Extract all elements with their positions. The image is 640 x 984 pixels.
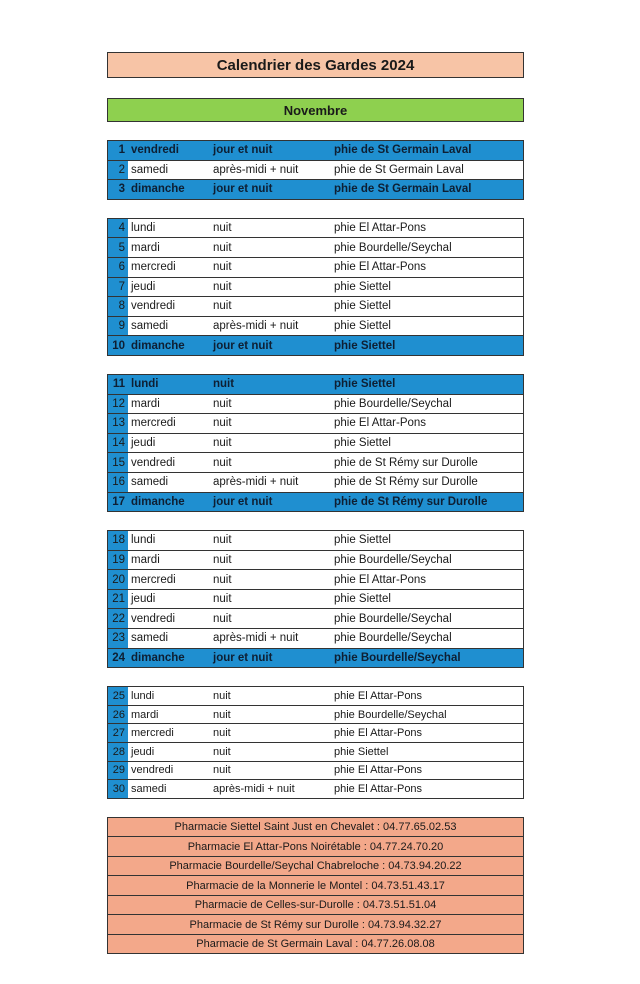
table-row xyxy=(108,723,523,742)
table-row xyxy=(108,141,523,160)
duty-type: jour et nuit xyxy=(213,183,273,196)
pharmacy-name: phie Bourdelle/Seychal xyxy=(334,651,461,664)
month-header: Novembre xyxy=(107,98,524,122)
table-row xyxy=(108,569,523,589)
duty-type: nuit xyxy=(213,553,232,566)
day-number: 18 xyxy=(108,531,128,550)
table-row xyxy=(108,335,523,355)
day-name: jeudi xyxy=(131,745,155,758)
contacts-list xyxy=(107,817,524,955)
table-row xyxy=(108,608,523,628)
pharmacy-name: phie de St Rémy sur Durolle xyxy=(334,495,488,508)
day-number: 29 xyxy=(108,762,128,780)
table-row xyxy=(108,433,523,453)
pharmacy-name: phie El Attar-Pons xyxy=(334,222,427,235)
table-row xyxy=(108,316,523,336)
duty-type: nuit xyxy=(213,764,231,777)
day-name: jeudi xyxy=(131,437,156,450)
pharmacy-name: phie de St Rémy sur Durolle xyxy=(334,476,478,489)
day-name: jeudi xyxy=(131,280,156,293)
duty-type: après-midi + nuit xyxy=(213,632,299,645)
duty-type: nuit xyxy=(213,300,232,313)
day-name: samedi xyxy=(131,163,169,176)
duty-type: jour et nuit xyxy=(213,495,273,508)
day-name: lundi xyxy=(131,690,155,703)
pharmacy-contact: Pharmacie de Celles-sur-Durolle : 04.73.51.51.04 xyxy=(108,895,523,915)
day-number: 3 xyxy=(108,180,128,199)
pharmacy-name: phie Siettel xyxy=(334,593,391,606)
day-number: 17 xyxy=(108,493,128,512)
table-row xyxy=(108,452,523,472)
day-number: 8 xyxy=(108,297,128,316)
day-name: mardi xyxy=(131,708,159,721)
day-name: mardi xyxy=(131,241,160,254)
day-number: 7 xyxy=(108,278,128,297)
day-number: 25 xyxy=(108,687,128,705)
pharmacy-contact: Pharmacie Bourdelle/Seychal Chabreloche : 04.73.94.20.22 xyxy=(108,856,523,876)
table-row xyxy=(108,394,523,414)
day-name: dimanche xyxy=(131,651,185,664)
week-table xyxy=(107,140,524,200)
day-name: vendredi xyxy=(131,456,176,469)
pharmacy-name: phie Bourdelle/Seychal xyxy=(334,632,452,645)
pharmacy-name: phie Bourdelle/Seychal xyxy=(334,612,452,625)
pharmacy-name: phie Siettel xyxy=(334,378,396,391)
table-row xyxy=(108,687,523,705)
table-row xyxy=(108,257,523,277)
pharmacy-contact: Pharmacie de St Rémy sur Durolle : 04.73.94.32.27 xyxy=(108,914,523,934)
duty-type: nuit xyxy=(213,280,232,293)
day-name: dimanche xyxy=(131,183,185,196)
pharmacy-name: phie de St Germain Laval xyxy=(334,163,464,176)
day-number: 30 xyxy=(108,780,128,798)
day-number: 5 xyxy=(108,238,128,257)
table-row xyxy=(108,531,523,550)
duty-type: après-midi + nuit xyxy=(213,476,299,489)
pharmacy-name: phie Siettel xyxy=(334,280,391,293)
duty-type: après-midi + nuit xyxy=(213,163,299,176)
day-name: vendredi xyxy=(131,764,174,777)
day-name: vendredi xyxy=(131,144,179,157)
pharmacy-name: phie Bourdelle/Seychal xyxy=(334,708,447,721)
day-name: samedi xyxy=(131,320,169,333)
day-name: dimanche xyxy=(131,339,185,352)
duty-type: nuit xyxy=(213,222,232,235)
pharmacy-name: phie Siettel xyxy=(334,534,391,547)
pharmacy-name: phie El Attar-Pons xyxy=(334,417,427,430)
day-number: 26 xyxy=(108,706,128,724)
table-row xyxy=(108,779,523,798)
table-row xyxy=(108,375,523,394)
pharmacy-name: phie Siettel xyxy=(334,437,391,450)
duty-type: après-midi + nuit xyxy=(213,320,299,333)
duty-type: nuit xyxy=(213,241,232,254)
duty-type: nuit xyxy=(213,745,231,758)
table-row xyxy=(108,219,523,238)
pharmacy-name: phie Bourdelle/Seychal xyxy=(334,553,452,566)
pharmacy-name: phie de St Rémy sur Durolle xyxy=(334,456,478,469)
pharmacy-name: phie El Attar-Pons xyxy=(334,261,427,274)
table-row xyxy=(108,705,523,724)
duty-type: jour et nuit xyxy=(213,651,273,664)
duty-type: nuit xyxy=(213,417,232,430)
day-number: 23 xyxy=(108,629,128,648)
page-title: Calendrier des Gardes 2024 xyxy=(107,52,524,78)
day-name: vendredi xyxy=(131,300,176,313)
duty-type: nuit xyxy=(213,690,231,703)
duty-type: nuit xyxy=(213,727,231,740)
pharmacy-name: phie El Attar-Pons xyxy=(334,727,423,740)
day-number: 14 xyxy=(108,434,128,453)
pharmacy-name: phie Siettel xyxy=(334,339,396,352)
pharmacy-contact: Pharmacie El Attar-Pons Noirétable : 04.77.24.70.20 xyxy=(108,836,523,856)
pharmacy-name: phie Siettel xyxy=(334,745,389,758)
table-row xyxy=(108,628,523,648)
week-table xyxy=(107,218,524,356)
pharmacy-contact: Pharmacie Siettel Saint Just en Chevalet : 04.77.65.02.53 xyxy=(108,818,523,837)
day-name: mercredi xyxy=(131,573,176,586)
table-row xyxy=(108,550,523,570)
duty-type: jour et nuit xyxy=(213,144,273,157)
pharmacy-name: phie Bourdelle/Seychal xyxy=(334,397,452,410)
day-number: 13 xyxy=(108,414,128,433)
pharmacy-name: phie Siettel xyxy=(334,300,391,313)
week-table xyxy=(107,686,524,799)
day-name: samedi xyxy=(131,632,169,645)
pharmacy-contact: Pharmacie de St Germain Laval : 04.77.26.08.08 xyxy=(108,934,523,954)
pharmacy-name: phie El Attar-Pons xyxy=(334,764,423,777)
pharmacy-name: phie El Attar-Pons xyxy=(334,783,423,796)
duty-type: nuit xyxy=(213,573,232,586)
duty-type: nuit xyxy=(213,593,232,606)
day-name: lundi xyxy=(131,378,159,391)
table-row xyxy=(108,742,523,761)
day-number: 10 xyxy=(108,336,128,355)
day-number: 21 xyxy=(108,590,128,609)
duty-type: nuit xyxy=(213,534,232,547)
day-name: mercredi xyxy=(131,261,176,274)
weeks-container xyxy=(107,140,524,799)
table-row xyxy=(108,160,523,180)
duty-type: après-midi + nuit xyxy=(213,783,295,796)
day-name: lundi xyxy=(131,534,156,547)
week-table xyxy=(107,374,524,512)
day-name: mercredi xyxy=(131,727,174,740)
pharmacy-name: phie El Attar-Pons xyxy=(334,573,427,586)
duty-type: nuit xyxy=(213,397,232,410)
table-row xyxy=(108,237,523,257)
table-row xyxy=(108,277,523,297)
table-row xyxy=(108,472,523,492)
table-row xyxy=(108,179,523,199)
table-row xyxy=(108,589,523,609)
duty-type: nuit xyxy=(213,708,231,721)
day-number: 11 xyxy=(108,375,128,394)
duty-type: nuit xyxy=(213,437,232,450)
day-number: 15 xyxy=(108,453,128,472)
duty-type: nuit xyxy=(213,456,232,469)
day-number: 2 xyxy=(108,161,128,180)
pharmacy-name: phie de St Germain Laval xyxy=(334,183,472,196)
day-name: jeudi xyxy=(131,593,156,606)
pharmacy-name: phie El Attar-Pons xyxy=(334,690,423,703)
table-row xyxy=(108,413,523,433)
day-name: mardi xyxy=(131,397,160,410)
day-number: 12 xyxy=(108,395,128,414)
day-number: 6 xyxy=(108,258,128,277)
duty-type: jour et nuit xyxy=(213,339,273,352)
day-number: 22 xyxy=(108,609,128,628)
day-name: mercredi xyxy=(131,417,176,430)
duty-type: nuit xyxy=(213,378,235,391)
day-number: 27 xyxy=(108,724,128,742)
day-number: 9 xyxy=(108,317,128,336)
day-name: mardi xyxy=(131,553,160,566)
day-number: 1 xyxy=(108,141,128,160)
table-row xyxy=(108,492,523,512)
day-name: lundi xyxy=(131,222,156,235)
week-table xyxy=(107,530,524,668)
table-row xyxy=(108,648,523,668)
pharmacy-name: phie Siettel xyxy=(334,320,391,333)
pharmacy-name: phie de St Germain Laval xyxy=(334,144,472,157)
pharmacy-name: phie Bourdelle/Seychal xyxy=(334,241,452,254)
pharmacy-contact: Pharmacie de la Monnerie le Montel : 04.73.51.43.17 xyxy=(108,875,523,895)
day-number: 28 xyxy=(108,743,128,761)
day-name: dimanche xyxy=(131,495,185,508)
day-number: 19 xyxy=(108,551,128,570)
day-number: 20 xyxy=(108,570,128,589)
day-name: samedi xyxy=(131,783,167,796)
day-number: 16 xyxy=(108,473,128,492)
table-row xyxy=(108,761,523,780)
day-number: 4 xyxy=(108,219,128,238)
day-name: vendredi xyxy=(131,612,176,625)
duty-type: nuit xyxy=(213,261,232,274)
day-number: 24 xyxy=(108,649,128,668)
table-row xyxy=(108,296,523,316)
duty-type: nuit xyxy=(213,612,232,625)
calendar xyxy=(107,52,524,954)
day-name: samedi xyxy=(131,476,169,489)
